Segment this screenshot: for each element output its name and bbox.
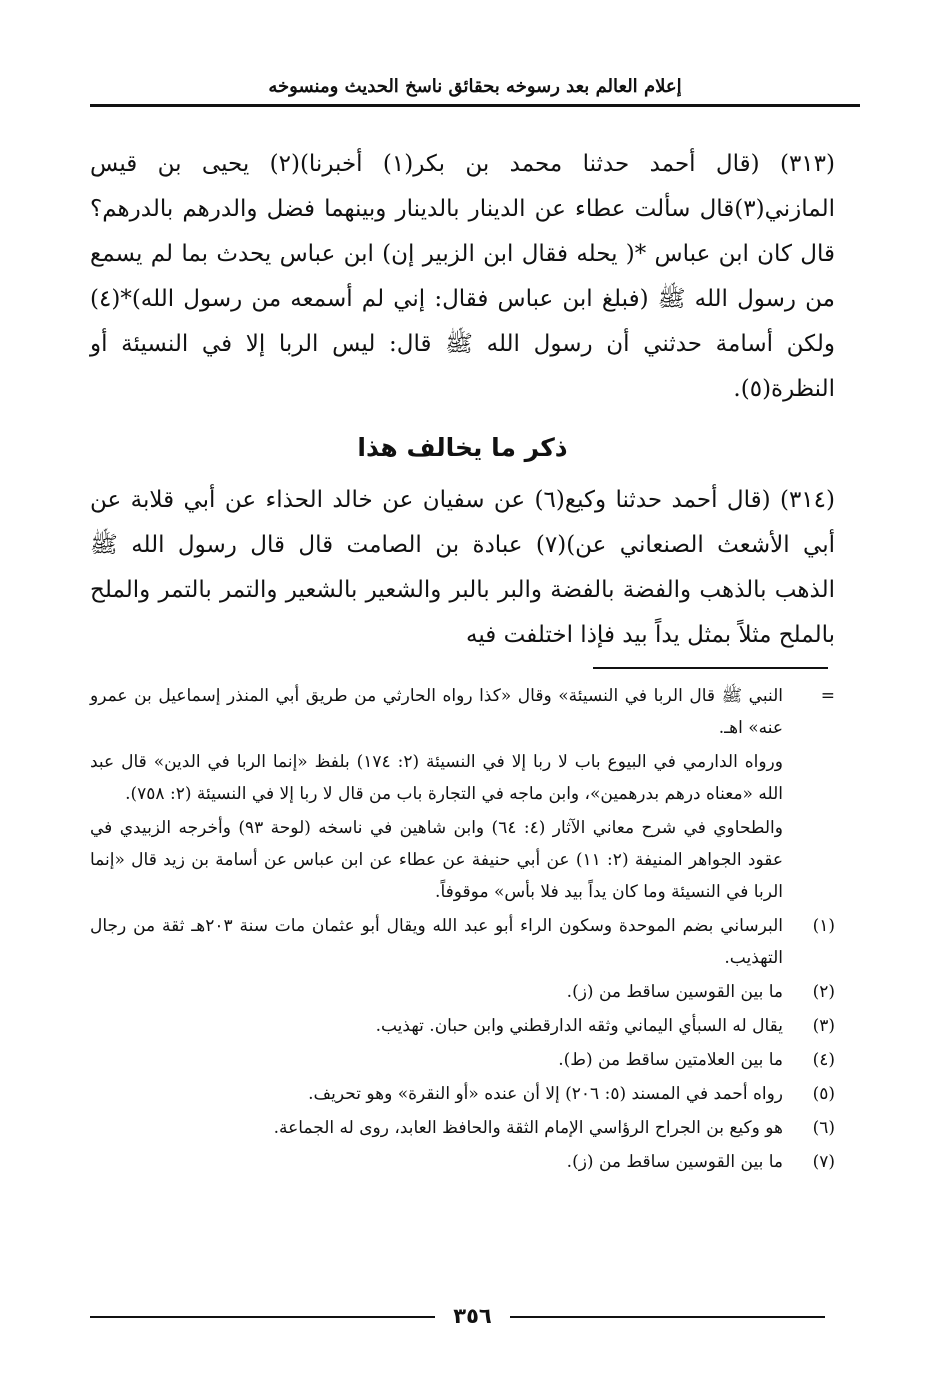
footnote-item (90, 976, 835, 1008)
footnote-number: (١) (812, 916, 835, 936)
footnote-text: والطحاوي في شرح معاني الآثار (٤: ٦٤) وابن شاهين في ناسخه (لوحة ٩٣) وأخرجه الزبيدي في عقود الجواهر المنيفة (٢: ١١) عن أبي حنيفة عن عطاء عن ابن عباس عن أسامة بن زيد قال «إنما الربا في النسيئة وما كان يداً بيد فلا بأس» موقوفاً. (90, 818, 783, 902)
footnote-item (90, 1112, 835, 1144)
running-header: إعلام العالم بعد رسوخه بحقائق ناسخ الحديث ومنسوخه (268, 76, 682, 97)
header-divider (90, 104, 860, 107)
footnote-text: النبي ﷺ قال الربا في النسيئة» وقال «كذا رواه الحارثي من طريق أبي المنذر إسماعيل بن عمرو عنه» اهـ. (90, 686, 783, 738)
footnote-number: = (820, 686, 835, 706)
footnote-number: (٣) (812, 1016, 835, 1036)
footnote-number: (٤) (812, 1050, 835, 1070)
footnote-divider (593, 667, 828, 669)
footnote-item (90, 1146, 835, 1178)
footnote-text: هو وكيع بن الجراح الرؤاسي الإمام الثقة والحافظ العابد، روى له الجماعة. (273, 1118, 783, 1138)
footnote-text: ما بين القوسين ساقط من (ز). (566, 982, 783, 1002)
footnote-number: (٢) (812, 982, 835, 1002)
footer-rule-right (510, 1316, 825, 1318)
footnote-item (90, 1078, 835, 1110)
footnote-item (90, 746, 835, 810)
footnotes-list (90, 680, 835, 1180)
section-heading: ذكر ما يخالف هذا (357, 433, 568, 462)
footnote-text: ما بين القوسين ساقط من (ز). (566, 1152, 783, 1172)
footnote-number (783, 746, 835, 810)
hadith-314-paragraph: (٣١٤) (قال أحمد حدثنا وكيع(٦) عن سفيان عن خالد الحذاء عن أبي قلابة عن أبي الأشعث الصنعاني عن)(٧) عبادة بن الصامت قال قال رسول الله ﷺ الذهب بالذهب والفضة بالفضة والبر بالبر والشعير بالشعير والتمر بالتمر والملح بالملح مثلاً بمثل يداً بيد فإذا اختلفت فيه (90, 487, 835, 648)
footnote-item (90, 1010, 835, 1042)
hadith-313-paragraph: (٣١٣) (قال أحمد حدثنا محمد بن بكر(١) أخبرنا)(٢) يحيى بن قيس المازني(٣)قال سألت عطاء عن الدينار بالدينار وبينهما فضل والدرهم بالدرهم؟ قال كان ابن عباس *( يحله فقال ابن الزبير إن) ابن عباس يحدث بما لم يسمع من رسول الله ﷺ (فبلغ ابن عباس فقال: إني لم أسمعه من رسول الله)*(٤) ولكن أسامة حدثني أن رسول الله ﷺ قال: ليس الربا إلا في النسيئة أو النظرة(٥). (90, 151, 835, 402)
footnote-number: (٥) (812, 1084, 835, 1104)
footnote-item (90, 1044, 835, 1076)
footnote-text: ورواه الدارمي في البيوع باب لا ربا إلا في النسيئة (٢: ١٧٤) بلفظ «إنما الربا في الدين» قال عبد الله «معناه درهم بدرهمين»، وابن ماجه في التجارة باب من قال لا ربا إلا في النسيئة (٢: ٧٥٨). (90, 752, 783, 804)
footnote-number: (٧) (812, 1152, 835, 1172)
footnote-text: البرساني بضم الموحدة وسكون الراء أبو عبد الله ويقال أبو عثمان مات سنة ٢٠٣هـ ثقة من رجال التهذيب. (90, 916, 783, 968)
footnote-number: (٦) (812, 1118, 835, 1138)
footnote-text: يقال له السبأي اليماني وثقه الدارقطني وابن حبان. تهذيب. (375, 1016, 783, 1036)
footnote-text: رواه أحمد في المسند (٥: ٢٠٦) إلا أن عنده «أو النقرة» وهو تحريف. (308, 1084, 783, 1104)
footer-rule-left (90, 1316, 435, 1318)
footnote-item (90, 910, 835, 974)
footnote-number (783, 812, 835, 908)
page-number: ٣٥٦ (453, 1304, 492, 1328)
footnote-item (90, 812, 835, 908)
footnote-item (90, 680, 835, 744)
footnote-text: ما بين العلامتين ساقط من (ط). (558, 1050, 783, 1070)
